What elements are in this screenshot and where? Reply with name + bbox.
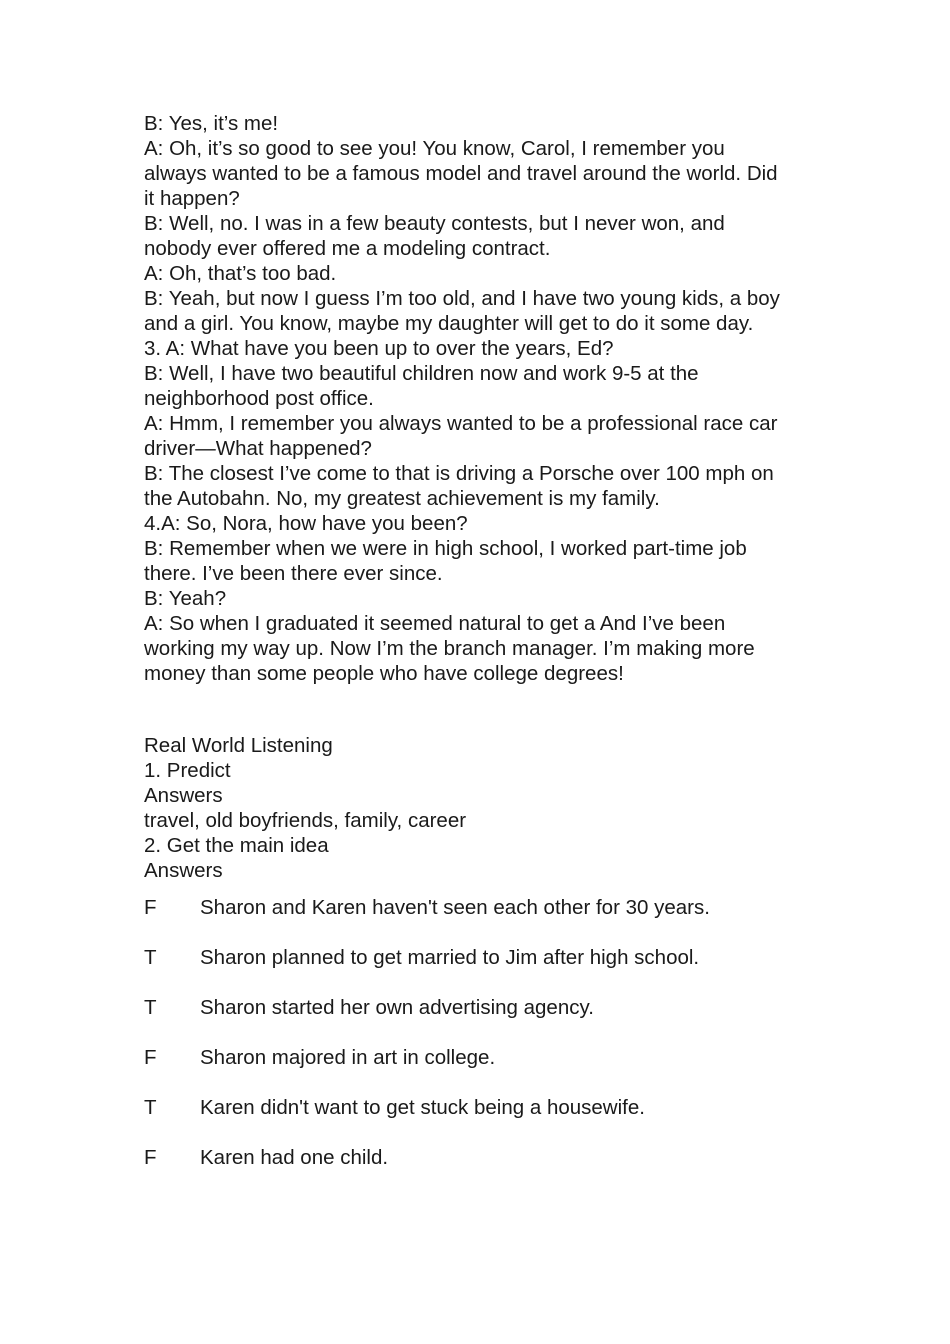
dialogue-line: 3. A: What have you been up to over the years, Ed? [144, 337, 614, 360]
dialogue-line: A: So when I graduated it seemed natural to get a And I’ve been [144, 612, 726, 635]
dialogue-line: 4.A: So, Nora, how have you been? [144, 512, 468, 535]
answer-statement: Sharon started her own advertising agency. [200, 996, 594, 1019]
dialogue-line: there. I’ve been there ever since. [144, 562, 443, 585]
dialogue-line: B: The closest I’ve come to that is driving a Porsche over 100 mph on [144, 462, 774, 485]
document-page [144, 111, 824, 1195]
answer-mark: T [144, 946, 157, 969]
dialogue-line: driver—What happened? [144, 437, 372, 460]
answer-mark: T [144, 1096, 157, 1119]
dialogue-line: it happen? [144, 187, 240, 210]
answer-item [144, 1045, 824, 1070]
answer-item [144, 1145, 824, 1170]
answer-statement: Karen didn't want to get stuck being a housewife. [200, 1096, 645, 1119]
answers-label: Answers [144, 784, 223, 807]
dialogue-line: B: Yes, it’s me! [144, 112, 279, 135]
dialogue-line: neighborhood post office. [144, 387, 374, 410]
predict-answers: travel, old boyfriends, family, career [144, 809, 467, 832]
dialogue-line: A: Oh, it’s so good to see you! You know, Carol, I remember you [144, 137, 725, 160]
answer-item [144, 995, 824, 1020]
dialogue-line: nobody ever offered me a modeling contract. [144, 237, 551, 260]
answers-label: Answers [144, 859, 223, 882]
answer-statement: Karen had one child. [200, 1146, 389, 1169]
dialogue-line: B: Well, I have two beautiful children now and work 9-5 at the [144, 362, 699, 385]
dialogue-block [144, 111, 824, 686]
true-false-answer-list [144, 895, 824, 1170]
answer-statement: Sharon majored in art in college. [200, 1046, 496, 1069]
step-main-idea-heading: 2. Get the main idea [144, 834, 329, 857]
dialogue-line: and a girl. You know, maybe my daughter will get to do it some day. [144, 312, 754, 335]
section-spacer [144, 686, 824, 733]
answer-statement: Sharon planned to get married to Jim after high school. [200, 946, 700, 969]
real-world-listening-section [144, 733, 824, 883]
dialogue-line: B: Remember when we were in high school, I worked part-time job [144, 537, 747, 560]
dialogue-line: money than some people who have college degrees! [144, 662, 624, 685]
answer-mark: F [144, 1146, 157, 1169]
dialogue-line: B: Yeah? [144, 587, 227, 610]
answer-mark: T [144, 996, 157, 1019]
dialogue-line: always wanted to be a famous model and travel around the world. Did [144, 162, 778, 185]
answer-mark: F [144, 896, 157, 919]
answer-item [144, 895, 824, 920]
dialogue-line: A: Hmm, I remember you always wanted to be a professional race car [144, 412, 778, 435]
answer-item [144, 1095, 824, 1120]
dialogue-line: working my way up. Now I’m the branch manager. I’m making more [144, 637, 755, 660]
answer-item [144, 945, 824, 970]
answer-mark: F [144, 1046, 157, 1069]
answer-statement: Sharon and Karen haven't seen each other for 30 years. [200, 896, 710, 919]
section-title: Real World Listening [144, 734, 333, 757]
dialogue-line: A: Oh, that’s too bad. [144, 262, 337, 285]
step-predict-heading: 1. Predict [144, 759, 231, 782]
dialogue-line: the Autobahn. No, my greatest achievement is my family. [144, 487, 660, 510]
dialogue-line: B: Yeah, but now I guess I’m too old, and I have two young kids, a boy [144, 287, 780, 310]
dialogue-line: B: Well, no. I was in a few beauty contests, but I never won, and [144, 212, 725, 235]
